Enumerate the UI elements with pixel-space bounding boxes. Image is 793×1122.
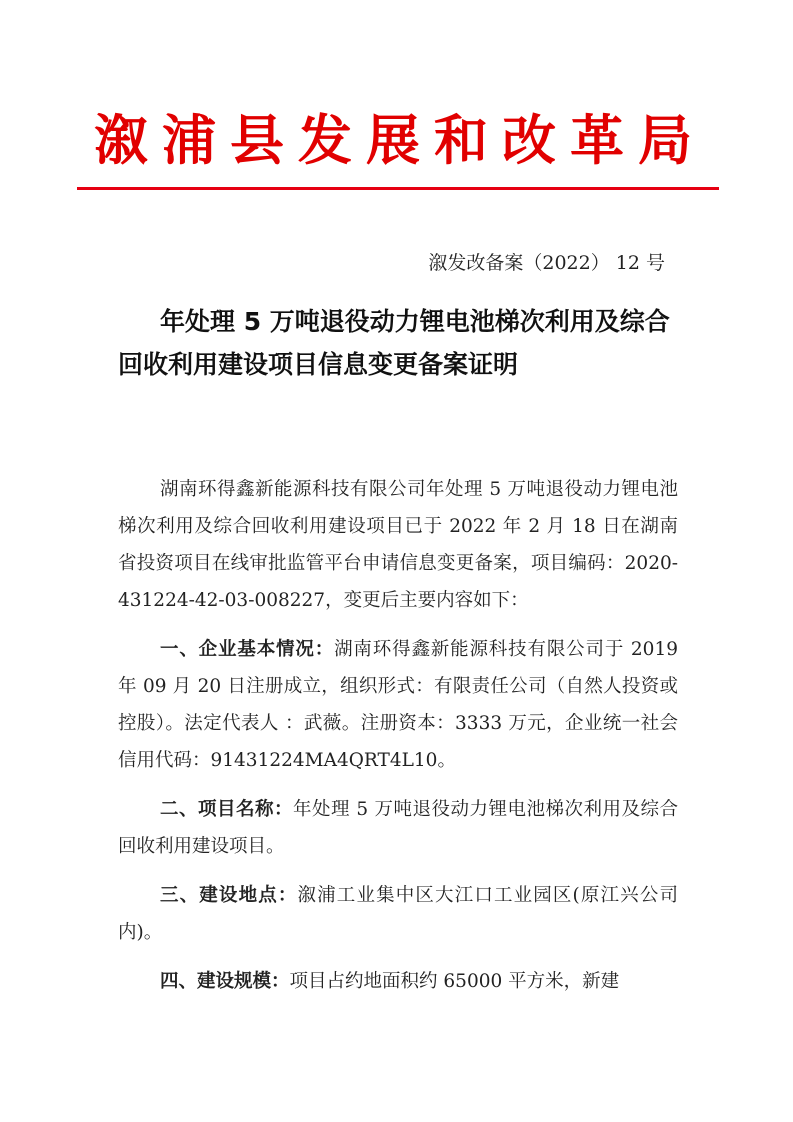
document-title: 年处理 5 万吨退役动力锂电池梯次利用及综合回收利用建设项目信息变更备案证明 [118,307,670,379]
section-label: 二、项目名称： [160,799,293,820]
red-divider-line [77,187,719,190]
section-text: 项目占约地面积约 65000 平方米，新建 [289,971,620,992]
section-label: 一、企业基本情况： [160,639,335,660]
section-label: 四、建设规模： [160,971,290,992]
intro-paragraph: 湖南环得鑫新能源科技有限公司年处理 5 万吨退役动力锂电池梯次利用及综合回收利用建设项目已于 2022 年 2 月 18 日在湖南省投资项目在线审批监管平台申请信息变更备案，项目编码：2020-431224-42-03-008227，变更后主要内容如下： [118,479,678,611]
section-label: 三、建设地点： [160,885,298,906]
section-scale [118,963,678,1000]
section-location [118,877,678,951]
section-project-name [118,791,678,865]
section-enterprise-info [118,631,678,779]
document-body [118,471,678,1012]
agency-name: 溆浦县发展和改革局 [94,109,706,172]
section-text: 溆浦工业集中区大江口工业园区(原江兴公司内)。 [118,885,678,943]
document-number: 溆发改备案（2022） 12 号 [428,252,665,274]
section-text: 湖南环得鑫新能源科技有限公司于 2019 年 09 月 20 日注册成立，组织形式：有限责任公司（自然人投资或控股）。法定代表人 ：武薇。注册资本：3333 万元，企业统一社会信用代码：91431224MA4QRT4L10。 [118,639,678,771]
section-text: 年处理 5 万吨退役动力锂电池梯次利用及综合回收利用建设项目。 [118,799,678,857]
